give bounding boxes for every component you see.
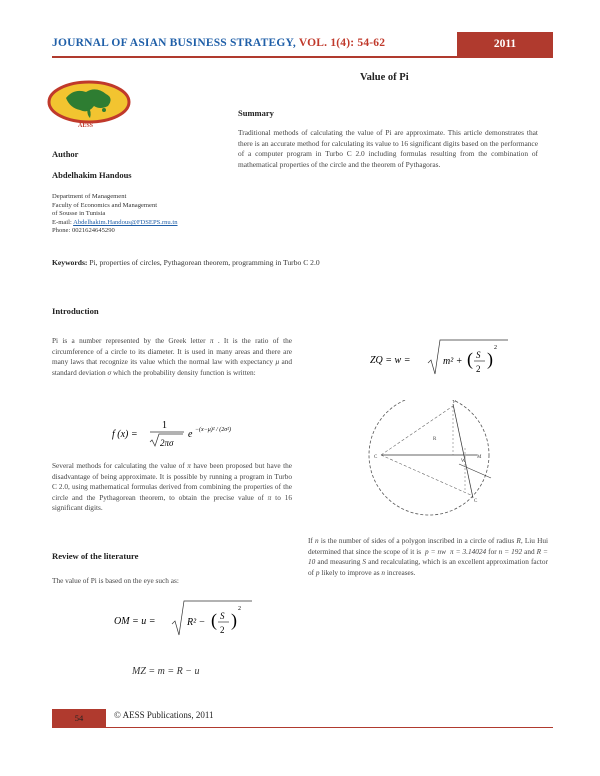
author-name: Abdelhakim Handous	[52, 170, 132, 180]
affil-email-line	[52, 219, 178, 228]
fx-exp-base: e	[188, 429, 193, 440]
intro-paragraph	[52, 336, 292, 378]
fx-label: f (x) =	[112, 429, 138, 440]
svg-text:R: R	[433, 437, 437, 442]
methods-text-b: have been proposed but have the disadvantage of being approximate. It is possible by running a program in Turbo C 2.0, using mathematical formulas derived from combining the properties of the circle and the Pythagorean theorem, to obtain the precise value of	[52, 461, 292, 502]
rp-text-d: for	[488, 546, 497, 556]
pi-symbol: π	[267, 492, 272, 502]
svg-text:C: C	[374, 455, 378, 460]
methods-paragraph	[52, 461, 292, 514]
om-lparen: (	[211, 610, 217, 630]
header-year: 2011	[457, 32, 553, 56]
fx-exponent: −(x−μ)² / (2σ²)	[195, 427, 231, 433]
sigma-symbol: σ	[107, 367, 112, 377]
journal-header	[52, 37, 385, 49]
radius-upper	[381, 406, 453, 455]
rp-text-i: increases.	[386, 567, 416, 577]
svg-text:C: C	[474, 499, 478, 504]
svg-text:M: M	[477, 455, 482, 460]
mz-formula: MZ = m = R − u	[132, 666, 200, 677]
rp-text-a: If	[308, 536, 313, 545]
logo-label: AESS	[78, 123, 94, 129]
rp-text-e: and	[524, 546, 535, 556]
affil-faculty: Faculty of Economics and Management	[52, 201, 158, 209]
n-symbol: n	[315, 536, 319, 545]
polygon-side	[453, 404, 473, 498]
intro-text-c: and standard deviation	[52, 357, 292, 377]
svg-text:W: W	[461, 459, 466, 464]
methods-text-c: to 16 significant digits.	[52, 492, 293, 513]
rp-text-c: , Liu Hui determined that since the scope of it is	[308, 536, 549, 556]
header-rule	[52, 56, 553, 58]
keywords	[52, 258, 320, 267]
p-symbol: p	[315, 567, 320, 577]
summary-text: Traditional methods of calculating the value of Pi are approximate. This article demonstrates that there is an accurate method for calculating its value to 16 significant digits based on the performance of a computer program in Turbo C 2.0 including formulas resulting from the combination of mathematical properties of the circle and the theorem of Pythagoras.	[238, 128, 538, 169]
om-s: S	[220, 611, 225, 621]
om-formula	[114, 598, 264, 644]
introduction-heading: Introduction	[52, 306, 99, 316]
affil-department: Department of Management	[52, 193, 127, 200]
summary-heading: Summary	[238, 108, 274, 118]
rp-text-h: likely to improve as	[321, 567, 380, 577]
email-link[interactable]: Abdelhakim.Handous@FDSEPS.rnu.tn	[73, 218, 178, 226]
eq-r: R = 10	[308, 546, 548, 567]
pi-symbol: π	[209, 336, 214, 345]
author-heading: Author	[52, 149, 79, 159]
eq-p: p = nw	[425, 546, 447, 556]
rp-text-b: is the number of sides of a polygon inscribed in a circle of radius	[320, 536, 515, 545]
journal-name: JOURNAL OF ASIAN BUSINESS STRATEGY,	[52, 37, 296, 49]
footer-publisher: © AESS Publications, 2011	[114, 710, 214, 720]
rp-text-f: and measuring	[317, 557, 361, 567]
zq-formula	[370, 338, 530, 384]
keywords-text: Pi, properties of circles, Pythagorean theorem, programming in Turbo C 2.0	[89, 258, 320, 267]
zq-s: S	[476, 350, 481, 360]
zq-square: 2	[494, 345, 497, 351]
n-symbol: n	[381, 567, 386, 577]
zq-m2: m² +	[443, 356, 463, 367]
om-label: OM = u =	[114, 616, 156, 627]
svg-text:P: P	[453, 400, 456, 405]
footer-rule	[52, 727, 553, 728]
zq-rparen: )	[487, 349, 493, 369]
fx-numerator: 1	[162, 420, 167, 431]
om-two: 2	[220, 625, 225, 635]
affil-phone: Phone: 0021624645290	[52, 227, 115, 235]
eq-n: n = 192	[498, 546, 523, 556]
review-heading: Review of the literature	[52, 551, 139, 561]
email-label: E-mail:	[52, 218, 72, 226]
zq-label: ZQ = w =	[370, 355, 411, 366]
tangent-line	[459, 464, 491, 478]
om-square: 2	[238, 606, 241, 612]
article-title: Value of Pi	[360, 72, 409, 83]
keywords-label: Keywords:	[52, 258, 88, 267]
page-number: 54	[52, 709, 106, 727]
normal-density-formula	[112, 414, 262, 452]
zq-lparen: (	[467, 349, 473, 369]
eq-pi: π = 3.14024	[449, 546, 487, 556]
affil-university: of Sousse in Tunisia	[52, 210, 106, 218]
review-text: The value of Pi is based on the eye such as:	[52, 576, 179, 585]
radius-lower	[381, 455, 473, 496]
om-r2: R² −	[187, 617, 206, 628]
mu-symbol: μ	[275, 357, 280, 367]
fx-denominator: 2πσ	[160, 438, 174, 448]
r-symbol: R	[516, 536, 521, 545]
s-symbol: S	[362, 557, 367, 567]
liu-hui-paragraph	[308, 536, 548, 578]
rp-text-g: and recalculating, which is an excellent approximation factor of	[308, 557, 549, 577]
om-rparen: )	[231, 610, 237, 630]
intro-text-a: Pi is a number represented by the Greek letter	[52, 336, 206, 345]
intro-text-d: which the probability density function is written:	[112, 367, 256, 377]
pi-symbol: π	[187, 461, 191, 470]
journal-volume: VOL. 1(4): 54-62	[298, 37, 386, 49]
circle-diagram	[345, 400, 505, 520]
intro-text-b: . It is the ratio of the circumference of a circle to its diameter. It is used in many areas and there are many laws that recognize its value which the normal law with expectancy	[52, 336, 293, 367]
zq-two: 2	[476, 364, 481, 374]
methods-text-a: Several methods for calculating the value of	[52, 461, 185, 470]
author-affiliation	[52, 193, 178, 236]
